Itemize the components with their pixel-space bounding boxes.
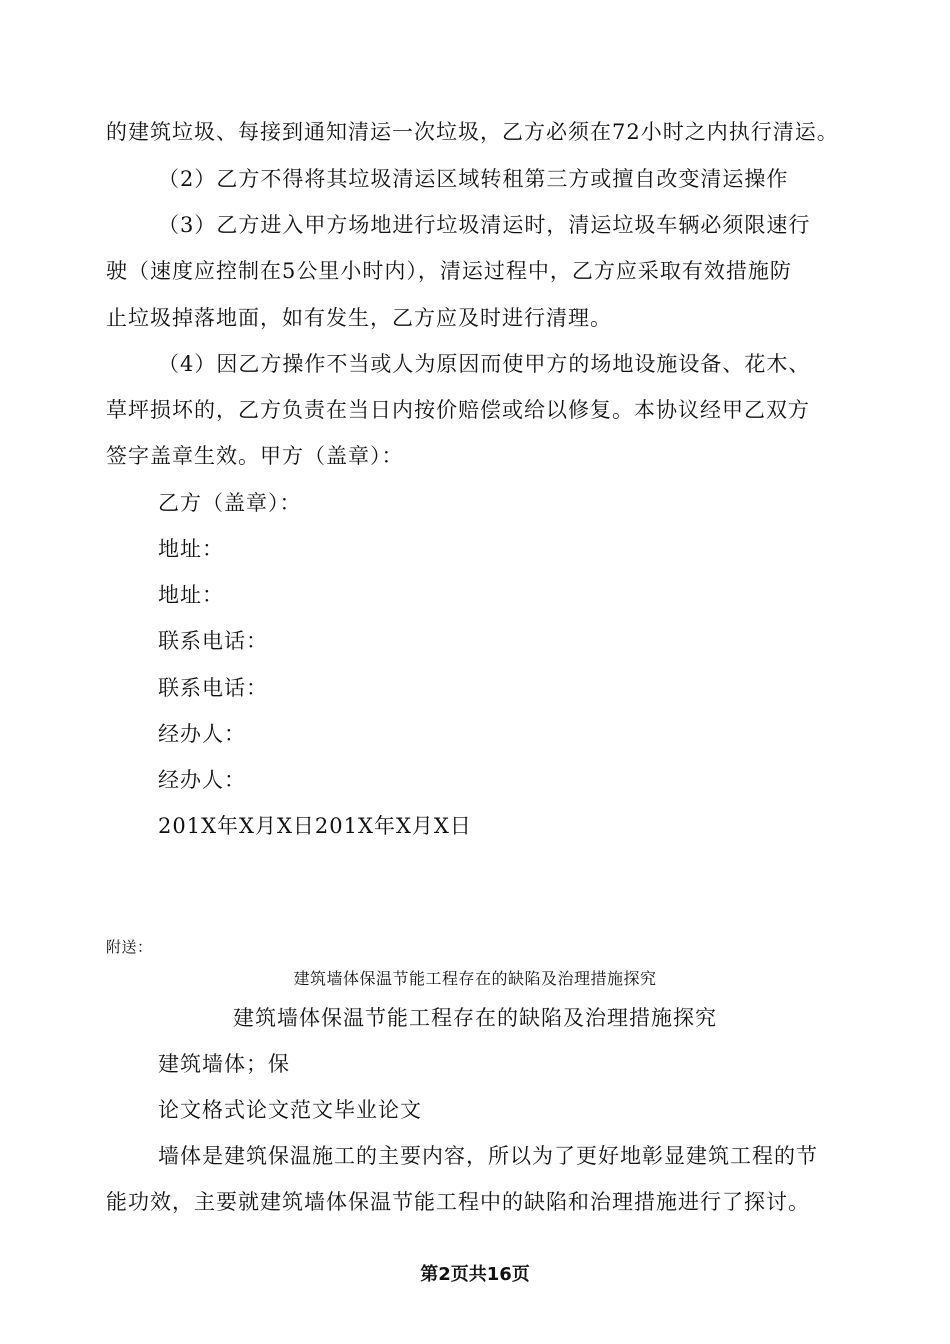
signature-handler: 经办人： bbox=[158, 722, 246, 746]
signature-phone: 联系电话： bbox=[158, 676, 268, 700]
appendix-small-title: 建筑墙体保温节能工程存在的缺陷及治理措施探究 bbox=[293, 969, 657, 988]
signature-address: 地址： bbox=[158, 583, 224, 607]
category-line: 论文格式论文范文毕业论文 bbox=[158, 1098, 422, 1122]
clause-4-line: 草坪损坏的，乙方负责在当日内按价赔偿或给以修复。本协议经甲乙双方 bbox=[106, 398, 810, 422]
body-line: 墙体是建筑保温施工的主要内容，所以为了更好地彰显建筑工程的节 bbox=[158, 1144, 818, 1168]
signature-handler: 经办人： bbox=[158, 768, 246, 792]
signature-dates: 201X年X月X日201X年X月X日 bbox=[158, 814, 472, 838]
body-line: 能功效，主要就建筑墙体保温节能工程中的缺陷和治理措施进行了探讨。 bbox=[106, 1190, 810, 1214]
appendix-title: 建筑墙体保温节能工程存在的缺陷及治理措施探究 bbox=[233, 1006, 717, 1030]
clause-4-line: 签字盖章生效。甲方（盖章）： bbox=[106, 444, 404, 468]
clause-3-line: 驶（速度应控制在5公里小时内），清运过程中，乙方应采取有效措施防 bbox=[106, 259, 792, 283]
clause-4-line: （4）因乙方操作不当或人为原因而使甲方的场地设施设备、花木、 bbox=[158, 352, 811, 376]
signature-address: 地址： bbox=[158, 537, 224, 561]
clause-2: （2）乙方不得将其垃圾清运区域转租第三方或擅自改变清运操作 bbox=[158, 167, 789, 191]
keywords-line: 建筑墙体；保 bbox=[158, 1052, 290, 1076]
page-number: 第2页共16页 bbox=[420, 1264, 530, 1285]
signature-party-b: 乙方（盖章）： bbox=[158, 491, 302, 515]
signature-phone: 联系电话： bbox=[158, 629, 268, 653]
paragraph-line: 的建筑垃圾、每接到通知清运一次垃圾，乙方必须在72小时之内执行清运。 bbox=[106, 120, 839, 144]
clause-3-line: 止垃圾掉落地面，如有发生，乙方应及时进行清理。 bbox=[106, 306, 612, 330]
appendix-label: 附送： bbox=[106, 938, 153, 956]
clause-3-line: （3）乙方进入甲方场地进行垃圾清运时，清运垃圾车辆必须限速行 bbox=[158, 213, 811, 237]
